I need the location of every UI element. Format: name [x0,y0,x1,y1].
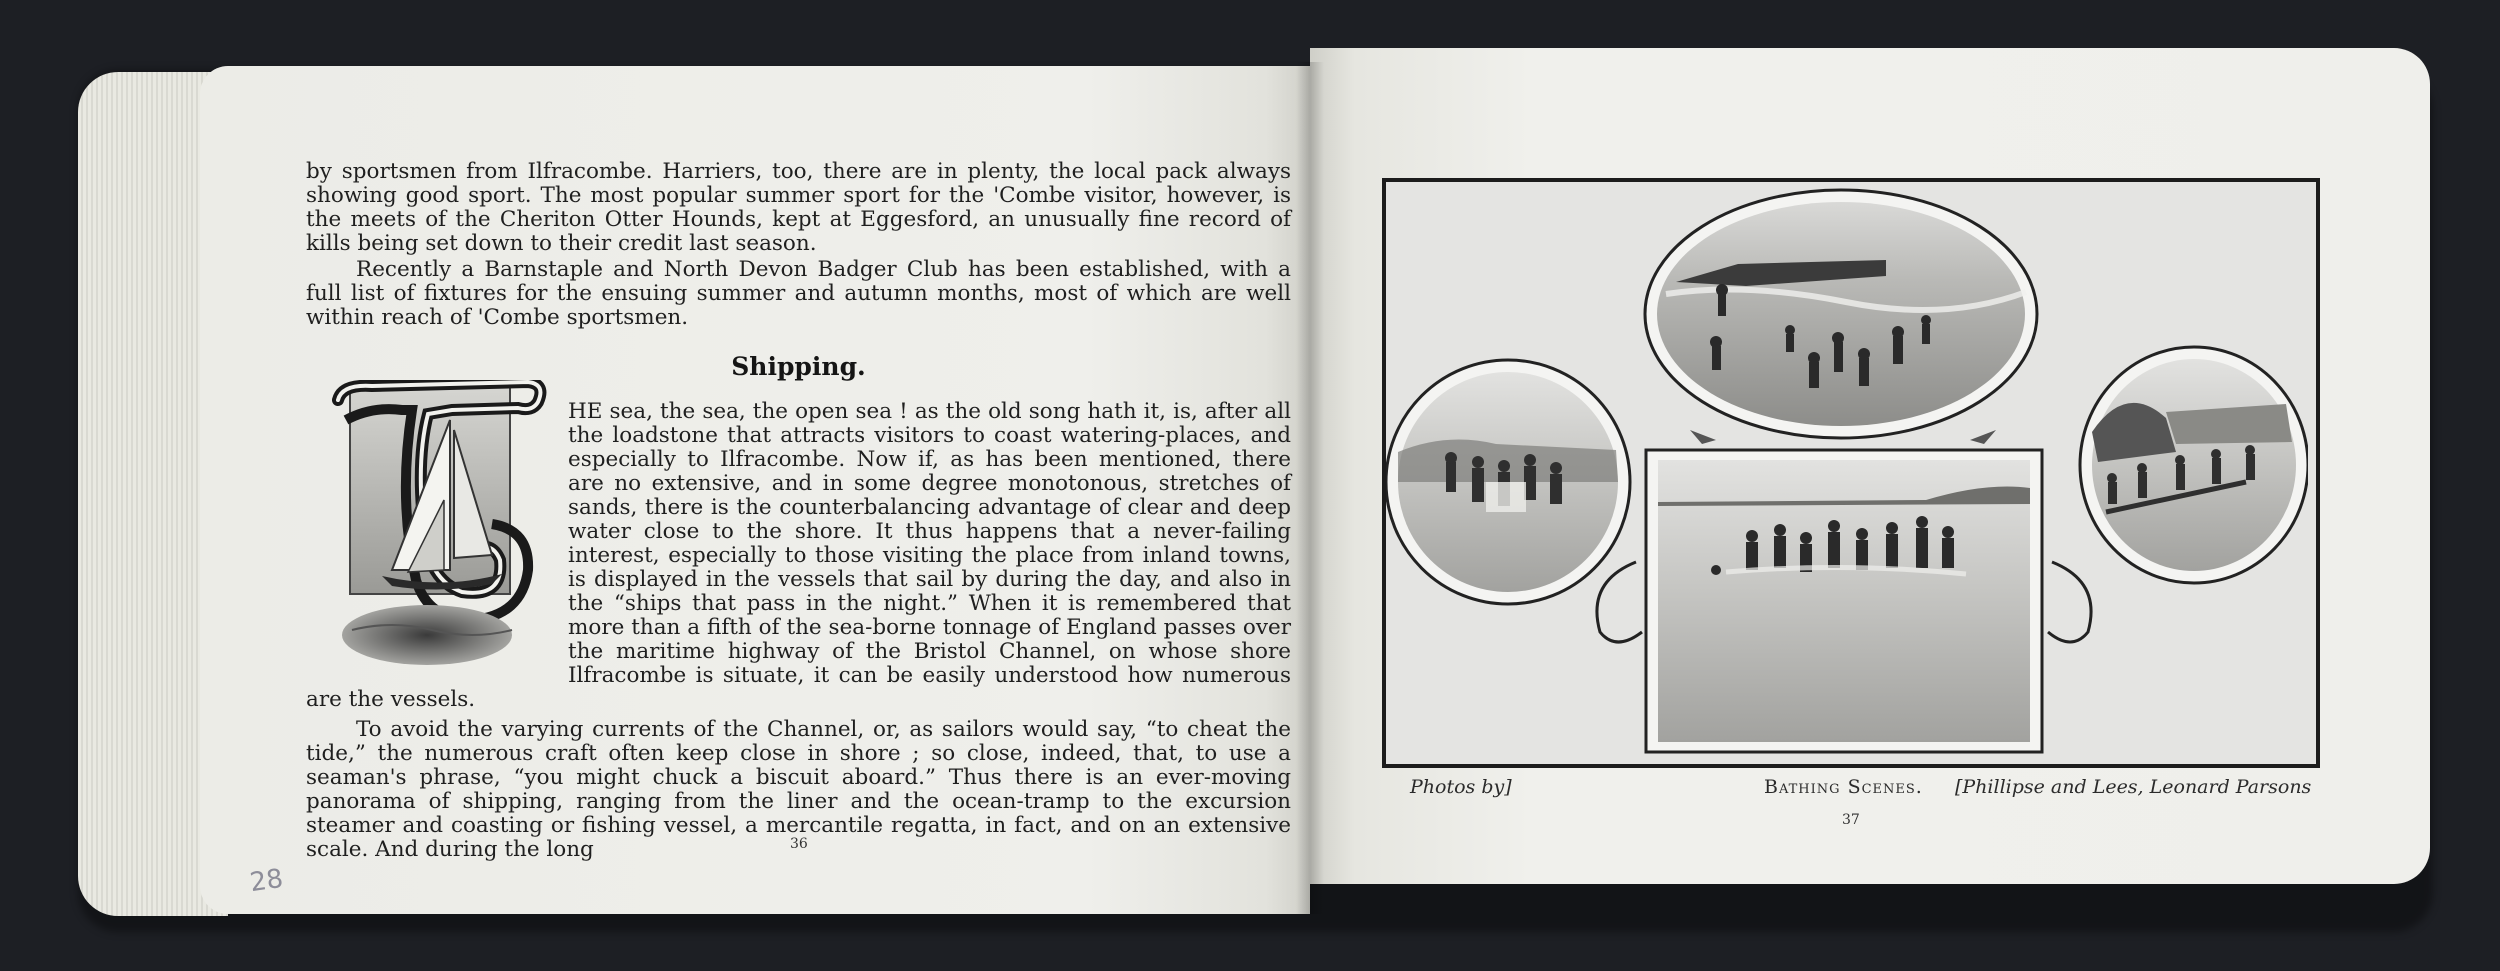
paragraph-badger-club: Recently a Barnstaple and North Devon Badger Club has been established, with a full list of fixtures for the ensuing summer and autumn months, most of which are well within reach of 'Combe sportsmen. [306,257,1291,330]
pencil-margin-note: 28 [248,863,286,899]
paragraph-currents: To avoid the varying currents of the Channel, or, as sailors would say, “to cheat the tide,” the numerous craft often keep close in shore ; so close, indeed, that, to use a seaman's phrase, “you might chuck a biscuit aboard.” Thus there is an ever-moving panorama of shipping, ranging from the liner and the ocean-tramp to the excursion steamer and coasting or fishing vessel, a mercantile regatta, in fact, and on an extensive scale. And during the long [306,717,1291,862]
left-paragraph-2 [306,258,1291,330]
bathing-photos-collage-icon [1386,182,2308,756]
bathing-scenes-photo-plate [1382,178,2320,768]
paragraph-shipping: HE sea, the sea, the open sea ! as the old song hath it, is, after all the loadstone that attracts visitors to coast watering-places, and especially to Ilfracombe. Now if, as has been mentioned, there are no extensive, and in some degree monotonous, stretches of sands, there is the counterbalancing advantage of clear and deep water close to the shore. It thus happens that a never-failing interest, especially to those visiting the place from inland towns, is displayed in the vessels that sail by during the day, and also in the “ships that pass in the night.” When it is remembered that more than a fifth of the sea-borne tonnage of England passes over the maritime highway of the Bristol Channel, on whose shore Ilfracombe is situate, it can be easily understood how numerous are the vessels. [306,399,1291,712]
book-gutter [1296,62,1324,914]
caption-credits: [Phillipse and Lees, Leonard Parsons [1955,776,2312,798]
caption-photos-by: Photos by] [1410,776,1512,798]
section-heading: Shipping. [731,352,866,381]
left-paragraph-1 [306,160,1291,256]
paragraph-sport: by sportsmen from Ilfracombe. Harriers, too, there are in plenty, the local pack always showing good sport. The most popular summer sport for the 'Combe visitor, however, is the meets of the Cheriton Otter Hounds, kept at Eggesford, an unusually fine record of kills being set down to their credit last season. [306,159,1291,256]
shipping-paragraph [306,400,1291,862]
page-number-right: 37 [1842,812,1860,828]
caption-title: Bathing Scenes. [1764,776,1923,798]
page-number-left: 36 [790,836,808,852]
